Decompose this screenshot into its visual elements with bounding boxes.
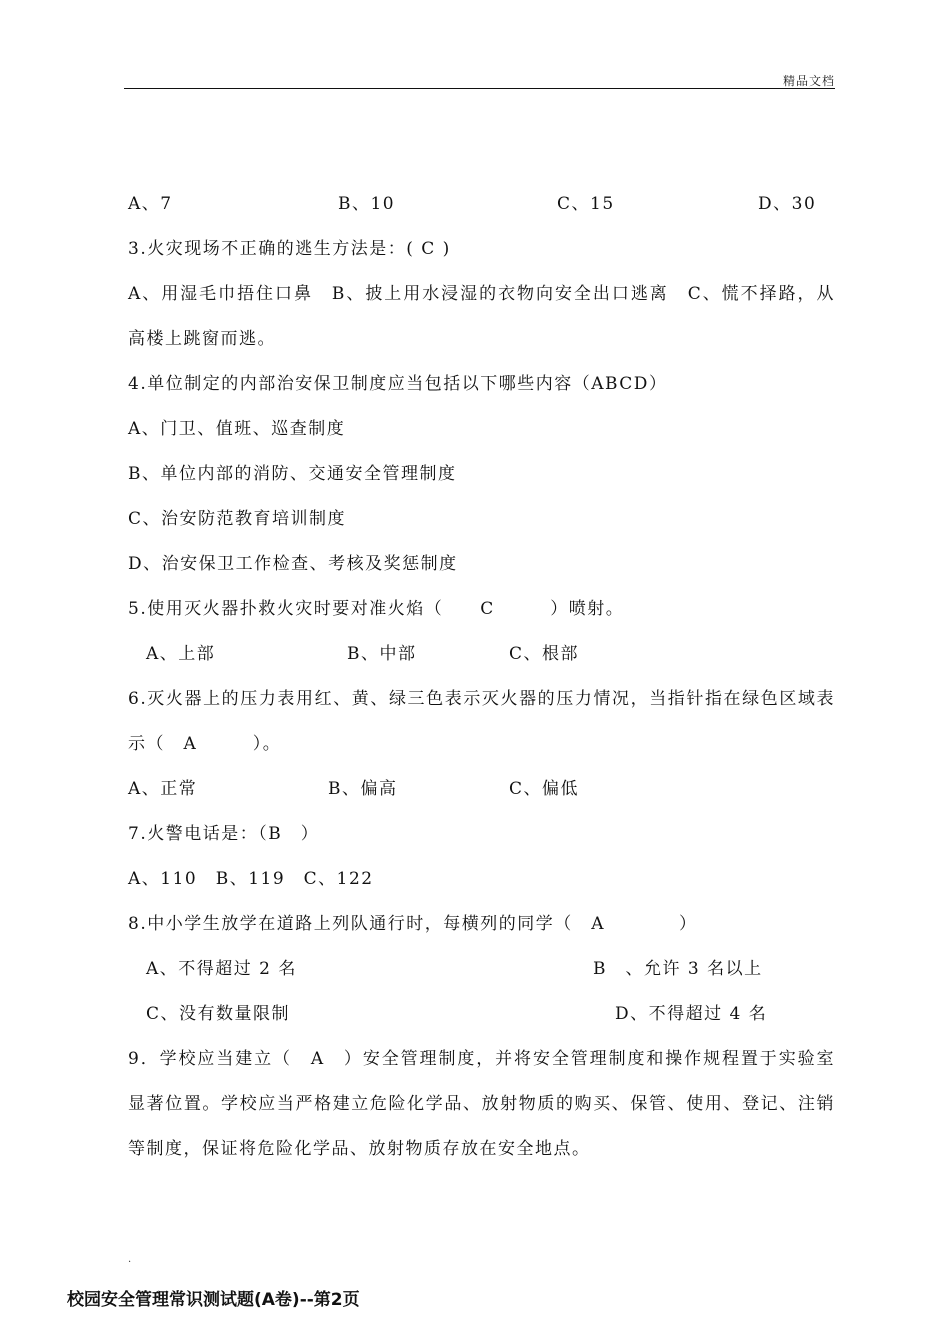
q5-stem: 5.使用灭火器扑救火灾时要对准火焰（ C ）喷射。 <box>128 599 625 619</box>
q6-stem: 6.灭火器上的压力表用红、黄、绿三色表示灭火器的压力情况，当指针指在绿色区域表示（ A ）。 <box>128 689 835 754</box>
q8-options-row-2 <box>128 992 835 1037</box>
q8-option-b: B 、允许 3 名以上 <box>593 959 763 979</box>
q8-stem: 8.中小学生放学在道路上列队通行时，每横列的同学（ A ） <box>128 914 698 934</box>
footer-dot: . <box>128 1254 132 1265</box>
q5-options-row <box>128 632 835 677</box>
q5-option-a: A、上部 <box>146 644 216 664</box>
q8-options-row-1 <box>128 947 835 992</box>
q5-option-b: B、中部 <box>347 644 417 664</box>
q6-options-row <box>128 767 835 812</box>
q2-option-d: D、30 <box>758 194 817 214</box>
q7-stem: 7.火警电话是：（B ） <box>128 824 320 844</box>
q4-option-c: C、治安防范教育培训制度 <box>128 509 347 529</box>
q2-options-row <box>128 182 835 227</box>
q3-stem: 3.火灾现场不正确的逃生方法是：( C ) <box>128 239 451 259</box>
q7-options: A、110 B、119 C、122 <box>128 869 374 889</box>
q2-option-c: C、15 <box>557 194 615 214</box>
document-body <box>128 182 835 1172</box>
q8-option-c: C、没有数量限制 <box>146 1004 291 1024</box>
q6-option-a: A、正常 <box>128 779 198 799</box>
q8-option-a: A、不得超过 2 名 <box>146 959 297 979</box>
q2-option-a: A、7 <box>128 194 173 214</box>
q2-option-b: B、10 <box>338 194 396 214</box>
q4-option-b: B、单位内部的消防、交通安全管理制度 <box>128 464 457 484</box>
footer-title: 校园安全管理常识测试题(A卷)--第2页 <box>67 1290 360 1310</box>
q6-option-b: B、偏高 <box>328 779 398 799</box>
q3-options: A、用湿毛巾捂住口鼻 B、披上用水浸湿的衣物向安全出口逃离 C、慌不择路，从高楼上跳窗而逃。 <box>128 284 835 349</box>
q4-option-d: D、治安保卫工作检查、考核及奖惩制度 <box>128 554 458 574</box>
header-rule <box>124 88 835 89</box>
q8-option-d: D、不得超过 4 名 <box>615 1004 768 1024</box>
q4-stem: 4.单位制定的内部治安保卫制度应当包括以下哪些内容（ABCD） <box>128 374 668 394</box>
q9-paragraph: 9．学校应当建立（ A ）安全管理制度，并将安全管理制度和操作规程置于实验室显著位置。学校应当严格建立危险化学品、放射物质的购买、保管、使用、登记、注销等制度，保证将危险化学品、放射物质存放在安全地点。 <box>128 1049 835 1159</box>
header-label: 精品文档 <box>782 74 835 88</box>
q6-option-c: C、偏低 <box>509 779 580 799</box>
q4-option-a: A、门卫、值班、巡查制度 <box>128 419 346 439</box>
q5-option-c: C、根部 <box>509 644 580 664</box>
